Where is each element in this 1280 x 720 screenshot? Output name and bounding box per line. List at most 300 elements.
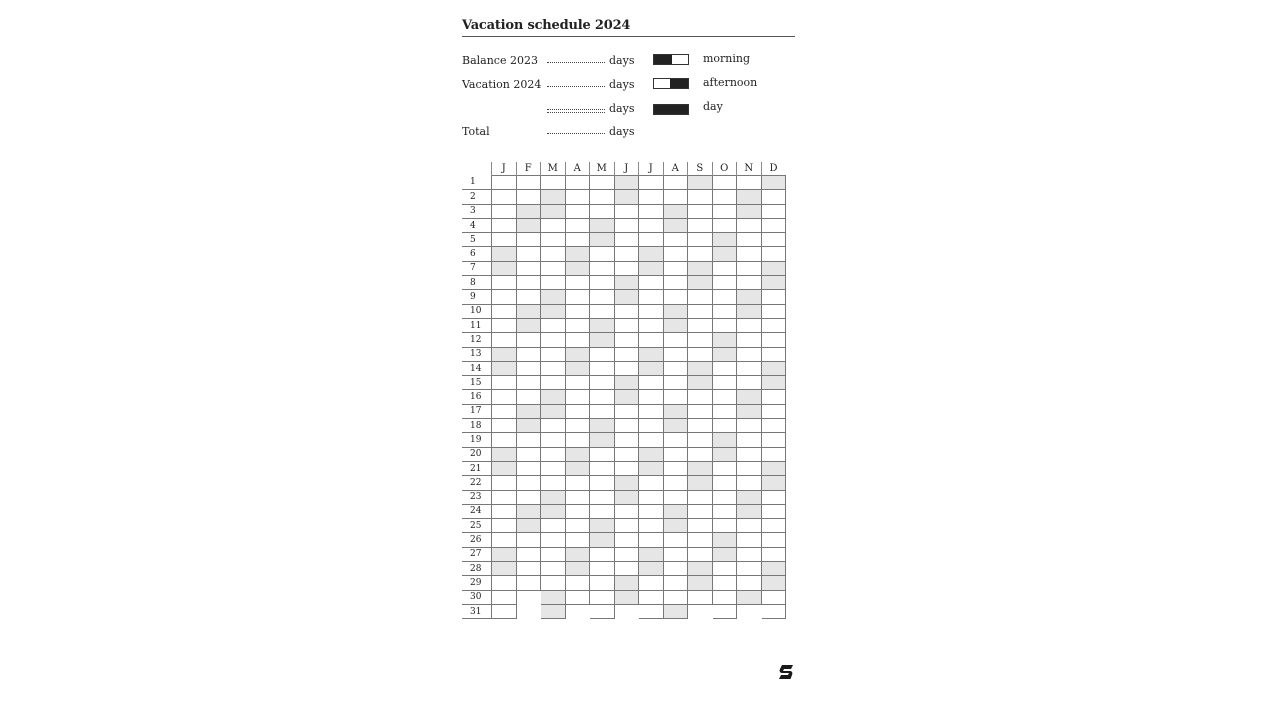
calendar-day-cell[interactable] xyxy=(590,576,615,590)
calendar-day-cell[interactable] xyxy=(639,304,664,318)
calendar-day-cell[interactable] xyxy=(737,461,762,475)
calendar-day-cell[interactable] xyxy=(516,204,541,218)
calendar-day-cell[interactable] xyxy=(590,247,615,261)
calendar-day-cell[interactable] xyxy=(492,233,517,247)
calendar-day-cell[interactable] xyxy=(614,290,639,304)
calendar-day-cell[interactable] xyxy=(663,576,688,590)
calendar-day-cell[interactable] xyxy=(565,247,590,261)
calendar-day-cell[interactable] xyxy=(761,404,786,418)
calendar-day-cell[interactable] xyxy=(590,590,615,604)
calendar-day-cell[interactable] xyxy=(639,361,664,375)
calendar-day-cell[interactable] xyxy=(712,318,737,332)
calendar-day-cell[interactable] xyxy=(688,576,713,590)
calendar-day-cell[interactable] xyxy=(565,576,590,590)
calendar-day-cell[interactable] xyxy=(565,276,590,290)
calendar-day-cell[interactable] xyxy=(590,604,615,618)
calendar-day-cell[interactable] xyxy=(688,476,713,490)
calendar-day-cell[interactable] xyxy=(565,261,590,275)
calendar-day-cell[interactable] xyxy=(492,176,517,190)
calendar-day-cell[interactable] xyxy=(516,376,541,390)
calendar-day-cell[interactable] xyxy=(761,519,786,533)
calendar-day-cell[interactable] xyxy=(663,290,688,304)
calendar-day-cell[interactable] xyxy=(541,590,566,604)
calendar-day-cell[interactable] xyxy=(712,333,737,347)
calendar-day-cell[interactable] xyxy=(688,347,713,361)
calendar-day-cell[interactable] xyxy=(614,190,639,204)
calendar-day-cell[interactable] xyxy=(516,304,541,318)
calendar-day-cell[interactable] xyxy=(737,447,762,461)
calendar-day-cell[interactable] xyxy=(516,533,541,547)
calendar-day-cell[interactable] xyxy=(590,433,615,447)
calendar-day-cell[interactable] xyxy=(712,547,737,561)
summary-fill-line[interactable] xyxy=(547,62,605,63)
calendar-day-cell[interactable] xyxy=(761,233,786,247)
calendar-day-cell[interactable] xyxy=(639,376,664,390)
calendar-day-cell[interactable] xyxy=(516,419,541,433)
calendar-day-cell[interactable] xyxy=(712,304,737,318)
calendar-day-cell[interactable] xyxy=(663,562,688,576)
calendar-day-cell[interactable] xyxy=(712,504,737,518)
calendar-day-cell[interactable] xyxy=(688,419,713,433)
calendar-day-cell[interactable] xyxy=(541,519,566,533)
calendar-day-cell[interactable] xyxy=(516,290,541,304)
calendar-day-cell[interactable] xyxy=(639,476,664,490)
calendar-day-cell[interactable] xyxy=(663,547,688,561)
calendar-day-cell[interactable] xyxy=(663,218,688,232)
calendar-day-cell[interactable] xyxy=(688,190,713,204)
calendar-day-cell[interactable] xyxy=(688,333,713,347)
calendar-day-cell[interactable] xyxy=(639,318,664,332)
calendar-day-cell[interactable] xyxy=(737,519,762,533)
calendar-day-cell[interactable] xyxy=(639,218,664,232)
calendar-day-cell[interactable] xyxy=(614,504,639,518)
calendar-day-cell[interactable] xyxy=(565,190,590,204)
calendar-day-cell[interactable] xyxy=(516,333,541,347)
calendar-day-cell[interactable] xyxy=(712,261,737,275)
calendar-day-cell[interactable] xyxy=(492,519,517,533)
calendar-day-cell[interactable] xyxy=(565,204,590,218)
calendar-day-cell[interactable] xyxy=(737,361,762,375)
calendar-day-cell[interactable] xyxy=(590,519,615,533)
calendar-day-cell[interactable] xyxy=(590,533,615,547)
calendar-day-cell[interactable] xyxy=(688,447,713,461)
calendar-day-cell[interactable] xyxy=(663,390,688,404)
calendar-day-cell[interactable] xyxy=(492,504,517,518)
calendar-day-cell[interactable] xyxy=(614,218,639,232)
calendar-day-cell[interactable] xyxy=(663,233,688,247)
calendar-day-cell[interactable] xyxy=(541,461,566,475)
calendar-day-cell[interactable] xyxy=(516,261,541,275)
calendar-day-cell[interactable] xyxy=(663,419,688,433)
calendar-day-cell[interactable] xyxy=(663,504,688,518)
calendar-day-cell[interactable] xyxy=(590,504,615,518)
calendar-day-cell[interactable] xyxy=(639,404,664,418)
calendar-day-cell[interactable] xyxy=(541,318,566,332)
calendar-day-cell[interactable] xyxy=(516,476,541,490)
calendar-day-cell[interactable] xyxy=(590,347,615,361)
calendar-day-cell[interactable] xyxy=(565,490,590,504)
calendar-day-cell[interactable] xyxy=(663,190,688,204)
calendar-day-cell[interactable] xyxy=(737,576,762,590)
calendar-day-cell[interactable] xyxy=(663,361,688,375)
calendar-day-cell[interactable] xyxy=(712,604,737,618)
calendar-day-cell[interactable] xyxy=(688,533,713,547)
calendar-day-cell[interactable] xyxy=(712,562,737,576)
calendar-day-cell[interactable] xyxy=(663,276,688,290)
calendar-day-cell[interactable] xyxy=(614,533,639,547)
calendar-day-cell[interactable] xyxy=(688,504,713,518)
calendar-day-cell[interactable] xyxy=(761,419,786,433)
calendar-day-cell[interactable] xyxy=(737,347,762,361)
calendar-day-cell[interactable] xyxy=(614,433,639,447)
calendar-day-cell[interactable] xyxy=(492,390,517,404)
calendar-day-cell[interactable] xyxy=(639,519,664,533)
calendar-day-cell[interactable] xyxy=(761,390,786,404)
calendar-day-cell[interactable] xyxy=(541,290,566,304)
calendar-day-cell[interactable] xyxy=(712,419,737,433)
calendar-day-cell[interactable] xyxy=(590,376,615,390)
calendar-day-cell[interactable] xyxy=(565,447,590,461)
calendar-day-cell[interactable] xyxy=(688,547,713,561)
calendar-day-cell[interactable] xyxy=(712,190,737,204)
calendar-day-cell[interactable] xyxy=(688,376,713,390)
calendar-day-cell[interactable] xyxy=(712,390,737,404)
calendar-day-cell[interactable] xyxy=(590,304,615,318)
calendar-day-cell[interactable] xyxy=(761,176,786,190)
calendar-day-cell[interactable] xyxy=(737,247,762,261)
calendar-day-cell[interactable] xyxy=(492,361,517,375)
calendar-day-cell[interactable] xyxy=(541,176,566,190)
calendar-day-cell[interactable] xyxy=(712,361,737,375)
calendar-day-cell[interactable] xyxy=(516,404,541,418)
calendar-day-cell[interactable] xyxy=(761,190,786,204)
calendar-day-cell[interactable] xyxy=(614,347,639,361)
calendar-day-cell[interactable] xyxy=(516,247,541,261)
calendar-day-cell[interactable] xyxy=(565,404,590,418)
calendar-day-cell[interactable] xyxy=(712,519,737,533)
calendar-day-cell[interactable] xyxy=(663,490,688,504)
calendar-day-cell[interactable] xyxy=(712,461,737,475)
calendar-day-cell[interactable] xyxy=(737,290,762,304)
calendar-day-cell[interactable] xyxy=(761,361,786,375)
calendar-day-cell[interactable] xyxy=(737,562,762,576)
calendar-day-cell[interactable] xyxy=(541,447,566,461)
calendar-day-cell[interactable] xyxy=(516,433,541,447)
calendar-day-cell[interactable] xyxy=(737,190,762,204)
calendar-day-cell[interactable] xyxy=(516,218,541,232)
calendar-day-cell[interactable] xyxy=(516,361,541,375)
calendar-day-cell[interactable] xyxy=(516,190,541,204)
calendar-day-cell[interactable] xyxy=(565,419,590,433)
calendar-day-cell[interactable] xyxy=(541,190,566,204)
calendar-day-cell[interactable] xyxy=(639,390,664,404)
calendar-day-cell[interactable] xyxy=(737,176,762,190)
calendar-day-cell[interactable] xyxy=(492,247,517,261)
calendar-day-cell[interactable] xyxy=(492,204,517,218)
calendar-day-cell[interactable] xyxy=(541,490,566,504)
calendar-day-cell[interactable] xyxy=(565,590,590,604)
calendar-day-cell[interactable] xyxy=(590,476,615,490)
calendar-day-cell[interactable] xyxy=(737,504,762,518)
calendar-day-cell[interactable] xyxy=(639,290,664,304)
calendar-day-cell[interactable] xyxy=(712,347,737,361)
calendar-day-cell[interactable] xyxy=(688,390,713,404)
calendar-day-cell[interactable] xyxy=(663,333,688,347)
calendar-day-cell[interactable] xyxy=(492,290,517,304)
calendar-day-cell[interactable] xyxy=(614,390,639,404)
calendar-day-cell[interactable] xyxy=(663,304,688,318)
calendar-day-cell[interactable] xyxy=(761,204,786,218)
calendar-day-cell[interactable] xyxy=(492,604,517,618)
calendar-day-cell[interactable] xyxy=(541,533,566,547)
calendar-day-cell[interactable] xyxy=(590,361,615,375)
calendar-day-cell[interactable] xyxy=(688,490,713,504)
calendar-day-cell[interactable] xyxy=(492,404,517,418)
calendar-day-cell[interactable] xyxy=(516,390,541,404)
calendar-day-cell[interactable] xyxy=(541,504,566,518)
summary-fill-line[interactable] xyxy=(547,86,605,87)
calendar-day-cell[interactable] xyxy=(541,247,566,261)
calendar-day-cell[interactable] xyxy=(761,247,786,261)
calendar-day-cell[interactable] xyxy=(761,447,786,461)
calendar-day-cell[interactable] xyxy=(688,247,713,261)
calendar-day-cell[interactable] xyxy=(614,590,639,604)
calendar-day-cell[interactable] xyxy=(492,533,517,547)
calendar-day-cell[interactable] xyxy=(639,533,664,547)
calendar-day-cell[interactable] xyxy=(663,318,688,332)
calendar-day-cell[interactable] xyxy=(516,347,541,361)
calendar-day-cell[interactable] xyxy=(516,318,541,332)
calendar-day-cell[interactable] xyxy=(614,576,639,590)
calendar-day-cell[interactable] xyxy=(516,447,541,461)
calendar-day-cell[interactable] xyxy=(663,204,688,218)
calendar-day-cell[interactable] xyxy=(541,547,566,561)
calendar-day-cell[interactable] xyxy=(639,504,664,518)
calendar-day-cell[interactable] xyxy=(688,590,713,604)
calendar-day-cell[interactable] xyxy=(761,576,786,590)
calendar-day-cell[interactable] xyxy=(516,519,541,533)
calendar-day-cell[interactable] xyxy=(639,447,664,461)
calendar-day-cell[interactable] xyxy=(565,290,590,304)
calendar-day-cell[interactable] xyxy=(590,461,615,475)
calendar-day-cell[interactable] xyxy=(492,376,517,390)
calendar-day-cell[interactable] xyxy=(712,576,737,590)
calendar-day-cell[interactable] xyxy=(737,333,762,347)
calendar-day-cell[interactable] xyxy=(541,218,566,232)
calendar-day-cell[interactable] xyxy=(639,176,664,190)
calendar-day-cell[interactable] xyxy=(541,361,566,375)
calendar-day-cell[interactable] xyxy=(614,461,639,475)
calendar-day-cell[interactable] xyxy=(761,276,786,290)
calendar-day-cell[interactable] xyxy=(737,304,762,318)
calendar-day-cell[interactable] xyxy=(688,461,713,475)
calendar-day-cell[interactable] xyxy=(639,562,664,576)
calendar-day-cell[interactable] xyxy=(639,261,664,275)
calendar-day-cell[interactable] xyxy=(614,261,639,275)
calendar-day-cell[interactable] xyxy=(761,461,786,475)
calendar-day-cell[interactable] xyxy=(541,261,566,275)
calendar-day-cell[interactable] xyxy=(639,547,664,561)
calendar-day-cell[interactable] xyxy=(688,304,713,318)
calendar-day-cell[interactable] xyxy=(590,490,615,504)
calendar-day-cell[interactable] xyxy=(712,404,737,418)
calendar-day-cell[interactable] xyxy=(688,519,713,533)
calendar-day-cell[interactable] xyxy=(614,519,639,533)
summary-fill-line[interactable] xyxy=(547,133,605,134)
calendar-day-cell[interactable] xyxy=(737,533,762,547)
calendar-day-cell[interactable] xyxy=(614,247,639,261)
calendar-day-cell[interactable] xyxy=(663,404,688,418)
calendar-day-cell[interactable] xyxy=(590,290,615,304)
calendar-day-cell[interactable] xyxy=(614,333,639,347)
calendar-day-cell[interactable] xyxy=(492,562,517,576)
calendar-day-cell[interactable] xyxy=(761,333,786,347)
calendar-day-cell[interactable] xyxy=(565,304,590,318)
calendar-day-cell[interactable] xyxy=(688,318,713,332)
calendar-day-cell[interactable] xyxy=(663,447,688,461)
calendar-day-cell[interactable] xyxy=(688,233,713,247)
calendar-day-cell[interactable] xyxy=(761,347,786,361)
calendar-day-cell[interactable] xyxy=(565,476,590,490)
calendar-day-cell[interactable] xyxy=(761,504,786,518)
calendar-day-cell[interactable] xyxy=(688,276,713,290)
calendar-day-cell[interactable] xyxy=(516,490,541,504)
calendar-day-cell[interactable] xyxy=(761,533,786,547)
calendar-day-cell[interactable] xyxy=(737,218,762,232)
calendar-day-cell[interactable] xyxy=(737,433,762,447)
calendar-day-cell[interactable] xyxy=(541,204,566,218)
calendar-day-cell[interactable] xyxy=(565,562,590,576)
calendar-day-cell[interactable] xyxy=(688,361,713,375)
calendar-day-cell[interactable] xyxy=(688,562,713,576)
calendar-day-cell[interactable] xyxy=(639,461,664,475)
calendar-day-cell[interactable] xyxy=(590,233,615,247)
calendar-day-cell[interactable] xyxy=(688,433,713,447)
calendar-day-cell[interactable] xyxy=(614,476,639,490)
calendar-day-cell[interactable] xyxy=(712,204,737,218)
calendar-day-cell[interactable] xyxy=(639,247,664,261)
calendar-day-cell[interactable] xyxy=(492,190,517,204)
calendar-day-cell[interactable] xyxy=(565,433,590,447)
calendar-day-cell[interactable] xyxy=(761,476,786,490)
calendar-day-cell[interactable] xyxy=(492,576,517,590)
calendar-day-cell[interactable] xyxy=(737,276,762,290)
calendar-day-cell[interactable] xyxy=(663,433,688,447)
calendar-day-cell[interactable] xyxy=(712,533,737,547)
calendar-day-cell[interactable] xyxy=(761,547,786,561)
calendar-day-cell[interactable] xyxy=(639,190,664,204)
calendar-day-cell[interactable] xyxy=(541,476,566,490)
calendar-day-cell[interactable] xyxy=(761,218,786,232)
calendar-day-cell[interactable] xyxy=(590,447,615,461)
calendar-day-cell[interactable] xyxy=(492,261,517,275)
calendar-day-cell[interactable] xyxy=(639,233,664,247)
calendar-day-cell[interactable] xyxy=(565,176,590,190)
calendar-day-cell[interactable] xyxy=(541,419,566,433)
calendar-day-cell[interactable] xyxy=(492,461,517,475)
calendar-day-cell[interactable] xyxy=(565,347,590,361)
calendar-day-cell[interactable] xyxy=(639,433,664,447)
calendar-day-cell[interactable] xyxy=(516,576,541,590)
calendar-day-cell[interactable] xyxy=(712,247,737,261)
calendar-day-cell[interactable] xyxy=(614,361,639,375)
calendar-day-cell[interactable] xyxy=(516,504,541,518)
calendar-day-cell[interactable] xyxy=(712,476,737,490)
calendar-day-cell[interactable] xyxy=(590,276,615,290)
calendar-day-cell[interactable] xyxy=(614,276,639,290)
calendar-day-cell[interactable] xyxy=(639,347,664,361)
calendar-day-cell[interactable] xyxy=(590,333,615,347)
calendar-day-cell[interactable] xyxy=(639,604,664,618)
calendar-day-cell[interactable] xyxy=(737,590,762,604)
calendar-day-cell[interactable] xyxy=(492,276,517,290)
calendar-day-cell[interactable] xyxy=(712,218,737,232)
calendar-day-cell[interactable] xyxy=(712,433,737,447)
calendar-day-cell[interactable] xyxy=(712,376,737,390)
calendar-day-cell[interactable] xyxy=(737,233,762,247)
calendar-day-cell[interactable] xyxy=(492,433,517,447)
calendar-day-cell[interactable] xyxy=(565,519,590,533)
calendar-day-cell[interactable] xyxy=(565,461,590,475)
calendar-day-cell[interactable] xyxy=(541,576,566,590)
calendar-day-cell[interactable] xyxy=(737,476,762,490)
calendar-day-cell[interactable] xyxy=(541,433,566,447)
calendar-day-cell[interactable] xyxy=(614,318,639,332)
calendar-day-cell[interactable] xyxy=(565,233,590,247)
calendar-day-cell[interactable] xyxy=(565,318,590,332)
calendar-day-cell[interactable] xyxy=(712,490,737,504)
calendar-day-cell[interactable] xyxy=(737,390,762,404)
calendar-day-cell[interactable] xyxy=(492,347,517,361)
calendar-day-cell[interactable] xyxy=(761,590,786,604)
calendar-day-cell[interactable] xyxy=(590,562,615,576)
calendar-day-cell[interactable] xyxy=(565,504,590,518)
calendar-day-cell[interactable] xyxy=(614,404,639,418)
calendar-day-cell[interactable] xyxy=(541,562,566,576)
calendar-day-cell[interactable] xyxy=(737,376,762,390)
calendar-day-cell[interactable] xyxy=(492,490,517,504)
calendar-day-cell[interactable] xyxy=(541,404,566,418)
calendar-day-cell[interactable] xyxy=(614,490,639,504)
calendar-day-cell[interactable] xyxy=(541,347,566,361)
calendar-day-cell[interactable] xyxy=(639,333,664,347)
calendar-day-cell[interactable] xyxy=(614,562,639,576)
calendar-day-cell[interactable] xyxy=(541,604,566,618)
calendar-day-cell[interactable] xyxy=(688,290,713,304)
calendar-day-cell[interactable] xyxy=(639,419,664,433)
calendar-day-cell[interactable] xyxy=(614,204,639,218)
calendar-day-cell[interactable] xyxy=(761,318,786,332)
calendar-day-cell[interactable] xyxy=(492,547,517,561)
summary-fill-line[interactable] xyxy=(547,109,605,113)
calendar-day-cell[interactable] xyxy=(590,419,615,433)
calendar-day-cell[interactable] xyxy=(663,247,688,261)
calendar-day-cell[interactable] xyxy=(688,176,713,190)
calendar-day-cell[interactable] xyxy=(492,304,517,318)
calendar-day-cell[interactable] xyxy=(712,590,737,604)
calendar-day-cell[interactable] xyxy=(516,461,541,475)
calendar-day-cell[interactable] xyxy=(614,419,639,433)
calendar-day-cell[interactable] xyxy=(590,218,615,232)
calendar-day-cell[interactable] xyxy=(663,476,688,490)
calendar-day-cell[interactable] xyxy=(761,376,786,390)
calendar-day-cell[interactable] xyxy=(737,261,762,275)
calendar-day-cell[interactable] xyxy=(565,376,590,390)
calendar-day-cell[interactable] xyxy=(639,590,664,604)
calendar-day-cell[interactable] xyxy=(663,533,688,547)
calendar-day-cell[interactable] xyxy=(492,590,517,604)
calendar-day-cell[interactable] xyxy=(761,304,786,318)
